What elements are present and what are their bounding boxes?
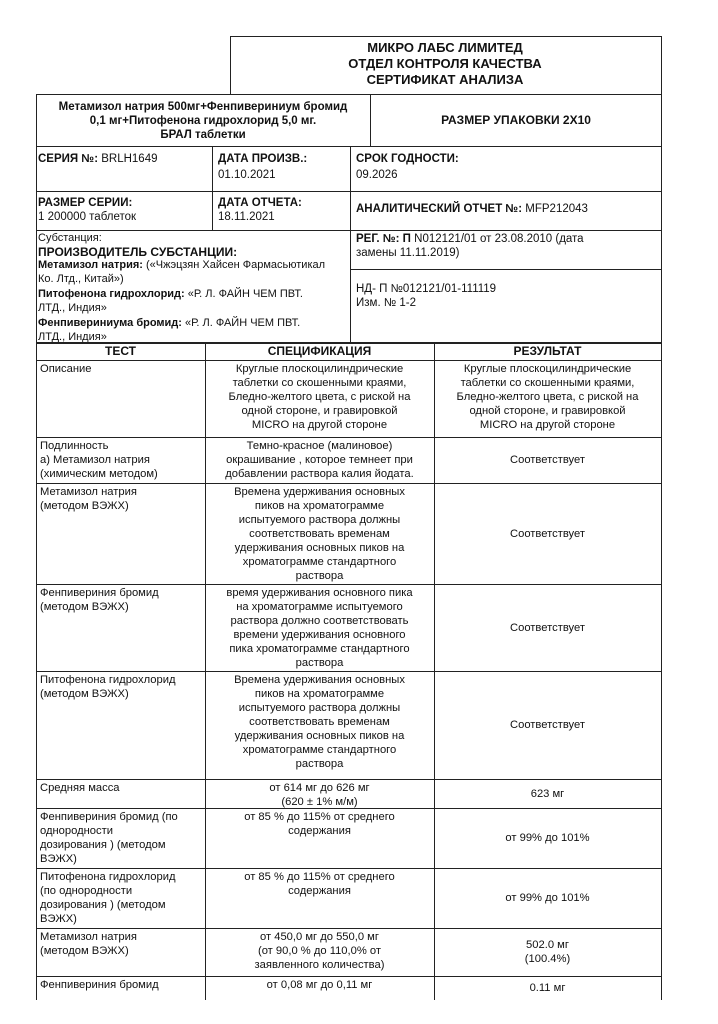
spec-line: соответствовать временам	[249, 716, 390, 728]
cell-test	[40, 810, 201, 866]
metamizole-label: Метамизол натрия:	[38, 259, 143, 271]
spec-line: Времена удерживания основных	[234, 674, 405, 686]
spec-line: удерживания основных пиков на	[234, 542, 405, 554]
spec-line: испытуемого раствора должны	[238, 514, 401, 526]
cell-test	[40, 586, 201, 614]
company-name: МИКРО ЛАБС ЛИМИТЕД	[367, 40, 523, 55]
spec-line: содержания	[288, 825, 351, 837]
spec-line: хроматограмме стандартного	[242, 744, 397, 756]
fenpiverinium-manufacturer-line2: ЛТД., Индия»	[38, 330, 107, 343]
result-line: Круглые плоскоцилиндрические	[463, 363, 632, 375]
test-line: Подлинность	[40, 440, 109, 452]
test-line: (методом ВЭЖХ)	[40, 601, 129, 613]
manufacturer-label: ПРОИЗВОДИТЕЛЬ СУБСТАНЦИИ:	[38, 244, 238, 259]
mfg-date-label: ДАТА ПРОИЗВ.:	[218, 153, 308, 165]
result-line: Соответствует	[510, 527, 585, 540]
spec-line: Круглые плоскоцилиндрические	[235, 363, 404, 375]
test-line: ВЭЖХ)	[40, 913, 77, 925]
test-line: Фенпивериния бромид (по	[40, 811, 178, 823]
cell-test	[40, 485, 201, 513]
pitofenone-label: Питофенона гидрохлорид:	[38, 288, 185, 300]
cell-test	[40, 439, 201, 481]
spec-line: раствора должно соответствовать	[230, 615, 409, 627]
result-line: Бледно-желтого цвета, с риской на	[456, 391, 639, 403]
test-line: (методом ВЭЖХ)	[40, 688, 129, 700]
substance-label: Субстанция:	[38, 232, 102, 244]
mfg-date-value: 01.10.2021	[218, 169, 276, 181]
spec-line: таблетки со скошенными краями,	[232, 377, 407, 389]
result-line: одной стороне, и гравировкой	[469, 405, 626, 417]
cell-result	[438, 981, 657, 995]
series-label: СЕРИЯ №:	[38, 153, 99, 165]
table-header-result: РЕЗУЛЬТАТ	[513, 344, 582, 358]
spec-line: соответствовать временам	[249, 528, 390, 540]
cell-result	[438, 831, 657, 845]
cell-spec	[209, 439, 430, 481]
test-line: Фенпивериния бромид	[40, 979, 159, 991]
normative-doc-number: НД- П №012121/01-111119	[356, 283, 497, 295]
spec-line: от 85 % до 115% от среднего	[244, 811, 395, 823]
test-line: Метамизол натрия	[40, 486, 137, 498]
product-name-line3: БРАЛ таблетки	[160, 129, 246, 141]
spec-line: от 614 мг до 626 мг	[269, 782, 370, 794]
series-value: BRLH1649	[101, 153, 158, 165]
expiry-value: 09.2026	[356, 169, 398, 181]
result-line: от 99% до 101%	[505, 832, 590, 844]
spec-line: добавлении раствора калия йодата.	[225, 468, 414, 480]
spec-line: от 450,0 мг до 550,0 мг	[260, 931, 379, 943]
table-rule	[36, 584, 661, 585]
result-line: Соответствует	[510, 454, 585, 466]
cell-result	[438, 891, 657, 905]
test-line: ВЭЖХ)	[40, 853, 77, 865]
spec-line: (от 90,0 % до 110,0% от	[257, 945, 382, 957]
spec-line: MICRO на другой стороне	[251, 419, 388, 431]
spec-line: время удерживания основного пика	[226, 587, 413, 599]
pitofenone-manufacturer-line2: ЛТД., Индия»	[38, 301, 107, 314]
spec-line: пиков на хроматограмме	[254, 500, 385, 512]
table-rule	[36, 360, 661, 361]
cell-test	[40, 978, 201, 992]
test-line: (методом ВЭЖХ)	[40, 945, 129, 957]
result-line: 502.0 мг	[526, 939, 569, 951]
spec-line: раствора	[295, 657, 344, 669]
registration-label: РЕГ. №: П	[356, 233, 411, 245]
spec-line: от 85 % до 115% от среднего	[244, 871, 395, 883]
batch-size-value: 1 200000 таблеток	[38, 211, 137, 223]
result-line: 0.11 мг	[529, 982, 566, 994]
pitofenone-manufacturer: «Р. Л. ФАЙН ЧЕМ ПВТ.	[187, 288, 303, 300]
cell-spec	[209, 362, 430, 432]
registration-value: N012121/01 от 23.08.2010 (дата	[414, 233, 584, 245]
cell-result	[438, 362, 657, 432]
test-line: (химическим методом)	[40, 468, 158, 480]
table-rule	[36, 779, 661, 780]
result-line: Соответствует	[510, 719, 585, 731]
spec-line: раствора	[295, 570, 344, 582]
table-rule	[36, 976, 661, 977]
table-rule	[205, 342, 206, 1000]
table-header-test: ТЕСТ	[104, 344, 137, 358]
cell-test	[40, 781, 201, 795]
test-line: Фенпивериния бромид	[40, 587, 159, 599]
test-line: а) Метамизол натрия	[40, 454, 150, 466]
cell-spec	[209, 485, 430, 583]
test-line: Средняя масса	[40, 782, 120, 794]
spec-line: окрашивание , которое темнеет при	[226, 454, 413, 466]
test-line: дозирования ) (методом	[40, 839, 166, 851]
cell-result	[438, 527, 657, 541]
batch-size-label: РАЗМЕР СЕРИИ:	[38, 197, 133, 209]
cell-test	[40, 673, 201, 701]
test-line: (по однородности	[40, 885, 133, 897]
table-rule	[36, 342, 37, 1000]
table-rule	[36, 437, 661, 438]
test-line: Метамизол натрия	[40, 931, 137, 943]
spec-line: Времена удерживания основных	[234, 486, 405, 498]
spec-line: заявленного количества)	[254, 959, 385, 971]
fenpiverinium-label: Фенпивериниума бромид:	[38, 317, 182, 329]
document-title: СЕРТИФИКАТ АНАЛИЗА	[366, 72, 524, 87]
table-rule	[36, 928, 661, 929]
spec-line: пика хроматограмме стандартного	[229, 643, 410, 655]
spec-line: раствора	[295, 758, 344, 770]
analytical-report-label: АНАЛИТИЧЕСКИЙ ОТЧЕТ №:	[356, 203, 523, 215]
cell-spec	[209, 930, 430, 972]
test-line: однородности	[40, 825, 113, 837]
cell-result	[438, 938, 657, 966]
spec-line: (620 ± 1% м/м)	[281, 796, 358, 808]
table-rule	[36, 671, 661, 672]
spec-line: Темно-красное (малиновое)	[246, 440, 393, 452]
product-name-line2: 0,1 мг+Питофенона гидрохлорид 5,0 мг.	[89, 115, 317, 127]
cell-result	[438, 718, 657, 732]
registration-value-line2: замены 11.11.2019)	[356, 247, 460, 259]
spec-line: на хроматограмме испытуемого	[236, 601, 403, 613]
analytical-report-value: MFP212043	[525, 203, 588, 215]
spec-line: Бледно-желтого цвета, с риской на	[228, 391, 411, 403]
report-date-label: ДАТА ОТЧЕТА:	[218, 197, 302, 209]
spec-line: содержания	[288, 885, 351, 897]
spec-line: от 0,08 мг до 0,11 мг	[266, 979, 373, 991]
spec-line: пиков на хроматограмме	[254, 688, 385, 700]
cell-result	[438, 453, 657, 467]
result-line: 623 мг	[530, 787, 565, 800]
pack-size: РАЗМЕР УПАКОВКИ 2Х10	[441, 113, 591, 127]
result-line: от 99% до 101%	[505, 892, 590, 904]
spec-line: времени удерживания основного	[233, 629, 406, 641]
table-rule	[661, 342, 662, 1000]
cell-result	[438, 787, 657, 801]
cell-spec	[209, 586, 430, 670]
cell-result	[438, 621, 657, 635]
normative-doc-change: Изм. № 1-2	[356, 297, 416, 309]
table-rule	[434, 342, 435, 1000]
test-line: дозирования ) (методом	[40, 899, 166, 911]
test-line: Питофенона гидрохлорид	[40, 674, 176, 686]
table-rule	[36, 868, 661, 869]
result-line: MICRO на другой стороне	[479, 419, 616, 431]
cell-test	[40, 930, 201, 958]
product-name-line1: Метамизол натрия 500мг+Фенпивериниум бромид	[58, 101, 348, 113]
table-header-spec: СПЕЦИФИКАЦИЯ	[267, 344, 372, 358]
metamizole-manufacturer-line2: Ко. Лтд., Китай»)	[38, 272, 124, 285]
test-line: Описание	[40, 363, 92, 375]
metamizole-manufacturer: («Чжэцзян Хайсен Фармасьютикал	[146, 259, 326, 271]
cell-spec	[209, 673, 430, 771]
test-line: (методом ВЭЖХ)	[40, 500, 129, 512]
report-date-value: 18.11.2021	[218, 211, 275, 223]
cell-test	[40, 362, 201, 376]
cell-spec	[209, 978, 430, 992]
spec-line: удерживания основных пиков на	[234, 730, 405, 742]
table-rule	[36, 483, 661, 484]
result-line: таблетки со скошенными краями,	[460, 377, 635, 389]
table-rule	[36, 342, 661, 343]
cell-spec	[209, 870, 430, 898]
department-name: ОТДЕЛ КОНТРОЛЯ КАЧЕСТВА	[348, 56, 542, 71]
cell-spec	[209, 781, 430, 809]
spec-line: одной стороне, и гравировкой	[241, 405, 398, 417]
cell-spec	[209, 810, 430, 838]
test-line: Питофенона гидрохлорид	[40, 871, 176, 883]
cell-test	[40, 870, 201, 926]
result-line: (100.4%)	[524, 953, 571, 965]
expiry-label: СРОК ГОДНОСТИ:	[356, 153, 459, 165]
spec-line: испытуемого раствора должны	[238, 702, 401, 714]
result-line: Соответствует	[510, 621, 585, 634]
spec-line: хроматограмме стандартного	[242, 556, 397, 568]
fenpiverinium-manufacturer: «Р. Л. ФАЙН ЧЕМ ПВТ.	[185, 317, 301, 329]
